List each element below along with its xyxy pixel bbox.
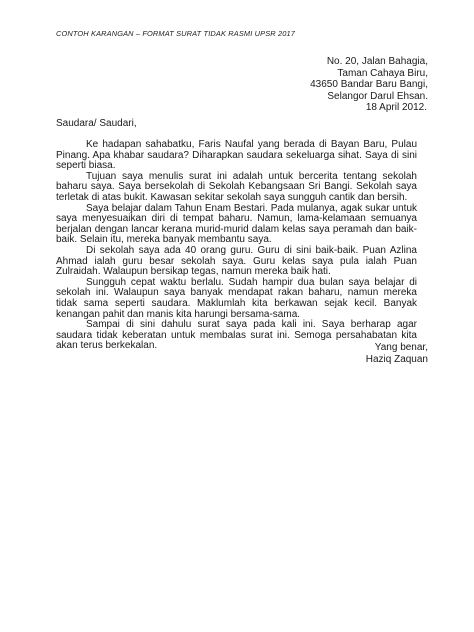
address-line: No. 20, Jalan Bahagia, [326, 56, 428, 67]
sender-name: Haziq Zaquan [365, 353, 428, 365]
body-paragraph: Sungguh cepat waktu berlalu. Sudah hampir dua bulan saya belajar di sekolah ini. Walaupun saya banyak mendapat rakan baharu, namun mereka tidak sama seperti saudara. Maklumlah kita berkawan sejak kecil. Banyak kenangan pahit dan manis kita harungi bersama-sama. [56, 276, 417, 320]
header-note: CONTOH KARANGAN – FORMAT SURAT TIDAK RASMI UPSR 2017 [56, 29, 296, 38]
body-paragraph: Saya belajar dalam Tahun Enam Bestari. Pada mulanya, agak sukar untuk saya menyesuaikan diri di tempat baharu. Namun, lama-kelamaan semuanya berjalan dengan lancar kerana murid-murid dalam kelas saya peramah dan baik-baik. Selain itu, mereka banyak membantu saya. [56, 202, 417, 246]
address-line: Taman Cahaya Biru, [337, 67, 428, 79]
body-paragraph: Di sekolah saya ada 40 orang guru. Guru di sini baik-baik. Puan Azlina Ahmad ialah guru besar sekolah saya. Guru kelas saya pula ialah Puan Zulraidah. Walaupun bersikap tegas, namun mereka baik hati. [56, 244, 417, 278]
closing-salutation: Yang benar, [374, 342, 428, 353]
body-paragraph: Ke hadapan sahabatku, Faris Naufal yang berada di Bayan Baru, Pulau Pinang. Apa khabar saudara? Diharapkan saudara sekeluarga sihat. Saya di sini seperti biasa. [56, 139, 417, 172]
address-line: Selangor Darul Ehsan. [327, 90, 428, 102]
greeting: Saudara/ Saudari, [56, 118, 137, 129]
closing [366, 342, 428, 365]
address-line: 43650 Bandar Baru Bangi, [310, 79, 428, 91]
body-paragraph: Tujuan saya menulis surat ini adalah untuk bercerita tentang sekolah baharu saya. Saya bersekolah di Sekolah Kebangsaan Sri Bangi. Sekolah saya terletak di atas bukit. Kawasan sekitar sekolah saya sungguh cantik dan bersih. [56, 170, 417, 203]
sender-address [310, 56, 428, 114]
letter-date: 18 April 2012. [365, 102, 427, 114]
letter-body [56, 140, 417, 352]
body-paragraph: Sampai di sini dahulu surat saya pada kali ini. Saya berharap agar saudara tidak keberatan untuk membalas surat ini. Semoga persahabatan kita akan terus berkekalan. [56, 319, 417, 352]
